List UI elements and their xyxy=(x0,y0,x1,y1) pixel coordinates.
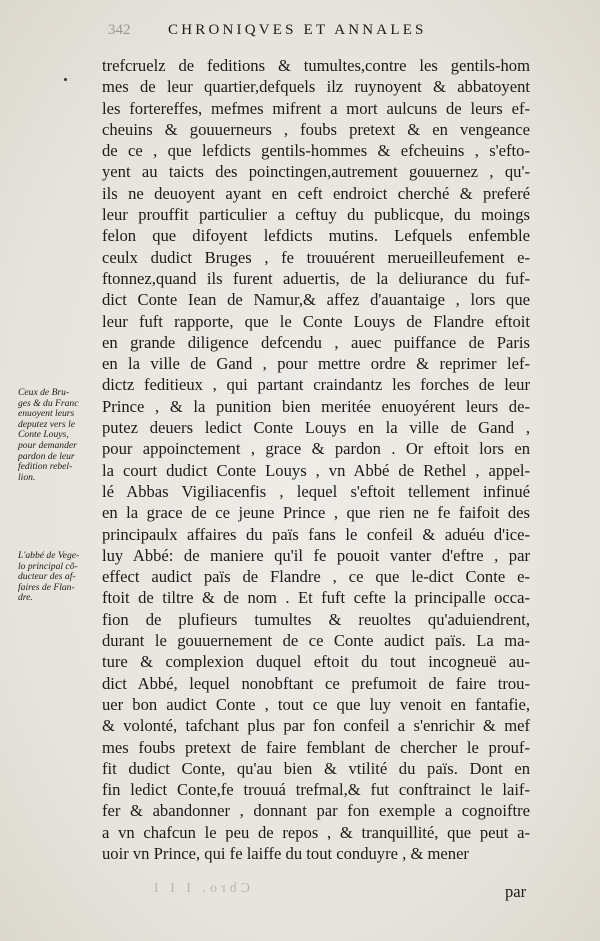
text-line: uoir vn Prince, qui fe laiffe du tout conduyre , & mener xyxy=(102,843,469,863)
text-line: luy Abbé: de maniere qu'il fe pouoit vanter d'eftre , par xyxy=(102,545,530,565)
text-line: leur fuft rapporte, que le Conte Louys de Flandre eftoit xyxy=(102,311,530,331)
text-line: dict Abbé, lequel nonobftant ce prefumoit de faire trou- xyxy=(102,673,530,693)
margin-note xyxy=(18,551,102,604)
text-line: felon que difoyent lefdicts mutins. Lefquels enfemble xyxy=(102,226,530,246)
catchword: par xyxy=(505,882,527,901)
margin-note-line: lo principal cõ- xyxy=(18,560,78,572)
text-line: ture & complexion duquel eftoit du tout incogneuë au- xyxy=(102,652,530,672)
margin-note-line: pardon de leur xyxy=(18,450,75,462)
running-header xyxy=(108,22,427,39)
text-line: fion de plufieurs tumultes & reuoltes qu'aduiendrent, xyxy=(102,609,530,629)
text-line: lé Abbas Vigiliacenfis , lequel s'eftoit tellement infinué xyxy=(102,481,530,501)
margin-note-line: Conte Louys, xyxy=(18,429,69,441)
text-line: mes foubs pretext de faire femblant de chercher le prouf- xyxy=(102,737,530,757)
text-line: a vn chafcun le peu de repos , & tranquillité, que peut a- xyxy=(102,822,530,842)
margin-note-line: dre. xyxy=(18,592,33,604)
running-title: CHRONIQVES ET ANNALES xyxy=(168,22,427,38)
text-line: cheuins & gouuerneurs , foubs pretext & en vengeance xyxy=(102,119,530,139)
text-line: putez deuers ledict Conte Louys en la ville de Gand , xyxy=(102,418,530,438)
text-line: mes de leur quartier,defquels ilz ruynoyent & abbatoyent xyxy=(102,77,530,97)
margin-note-line: fedition rebel- xyxy=(18,461,73,473)
text-line: ils ne deuoyent ayant en ceft endroict cherché & preferé xyxy=(102,183,530,203)
margin-note-line: lion. xyxy=(18,471,36,483)
text-line: en grande diligence defcendu , auec puiffance de Paris xyxy=(102,332,530,352)
text-line: la court dudict Conte Louys , vn Abbé de Rethel , appel- xyxy=(102,460,530,480)
text-line: dictz feditieux , qui partant craindantz les forches de leur xyxy=(102,375,530,395)
text-line: en la grace de ce jeune Prince , que rien ne fe faifoit des xyxy=(102,503,530,523)
text-line: en la ville de Gand , pour mettre ordre & reprimer lef- xyxy=(102,354,530,374)
margin-note-line: Ceux de Bru- xyxy=(18,387,70,398)
margin-note-line: ges & du Franc xyxy=(18,397,79,409)
text-line: fer & abandonner , donnant par fon exemple a cognoiftre xyxy=(102,801,530,821)
text-line: de ce , que lefdicts gentils-hommes & efcheuins , s'efto- xyxy=(102,141,530,161)
text-line: fin ledict Conte,fe trouuá trefmal,& fut conftrainct le laif- xyxy=(102,780,530,800)
margin-note-line: ducteur des af- xyxy=(18,571,76,583)
ink-dot xyxy=(64,78,67,81)
text-line: ftonnez,quand ils furent aduertis, de la deliurance du fuf- xyxy=(102,268,530,288)
text-line: principaulx affaires du païs fans le confeil & aduéu d'ice- xyxy=(102,524,530,544)
text-line: durant le gouuernement de ce Conte audict païs. La ma- xyxy=(102,631,530,651)
page-number: 342 xyxy=(108,22,131,38)
text-line: leur prouffit particulier a ceftuy du publicque, du moings xyxy=(102,205,530,225)
text-line: & volonté, tafchant plus par fon confeil a s'enrichir & mef xyxy=(102,716,530,736)
margin-note-line: L'abbé de Vege- xyxy=(18,550,80,561)
text-line: ftoit de tiltre & de nom . Et fuft cefte la principalle occa- xyxy=(102,588,530,608)
text-line: pour appoinctement , grace & pardon . Or eftoit lors en xyxy=(102,439,530,459)
margin-note-line: deputez vers le xyxy=(18,418,76,430)
margin-note-line: faires de Flan- xyxy=(18,581,75,593)
margin-note xyxy=(18,388,102,483)
text-line: trefcruelz de feditions & tumultes,contre les gentils-hom xyxy=(102,56,530,75)
text-line: les fortereffes, mefmes mifrent a mort aulcuns de leurs ef- xyxy=(102,98,530,118)
text-line: yent au taicts des poinctingen,autrement gouuernez , qu'- xyxy=(102,162,530,182)
text-line: effect audict païs de Flandre , ce que le-dict Conte e- xyxy=(102,567,530,587)
text-line: fit dudict Conte, qu'au bien & vtilité du païs. Dont en xyxy=(102,758,530,778)
margin-note-line: enuoyent leurs xyxy=(18,408,75,420)
text-line: Prince , & la punition bien meritée enuoyérent leurs de- xyxy=(102,396,530,416)
text-line: dict Conte Iean de Namur,& affez d'auantaige , lors que xyxy=(102,290,530,310)
main-text-block xyxy=(102,55,530,864)
text-line: uer bon audict Conte , tout ce que luy venoit en fantafie, xyxy=(102,694,530,714)
bleed-through-text: Cbro. I I I xyxy=(150,881,250,896)
text-line: ceulx dudict Bruges , fe trouuérent merueilleufement e- xyxy=(102,247,530,267)
margin-note-line: pour demander xyxy=(18,439,77,451)
